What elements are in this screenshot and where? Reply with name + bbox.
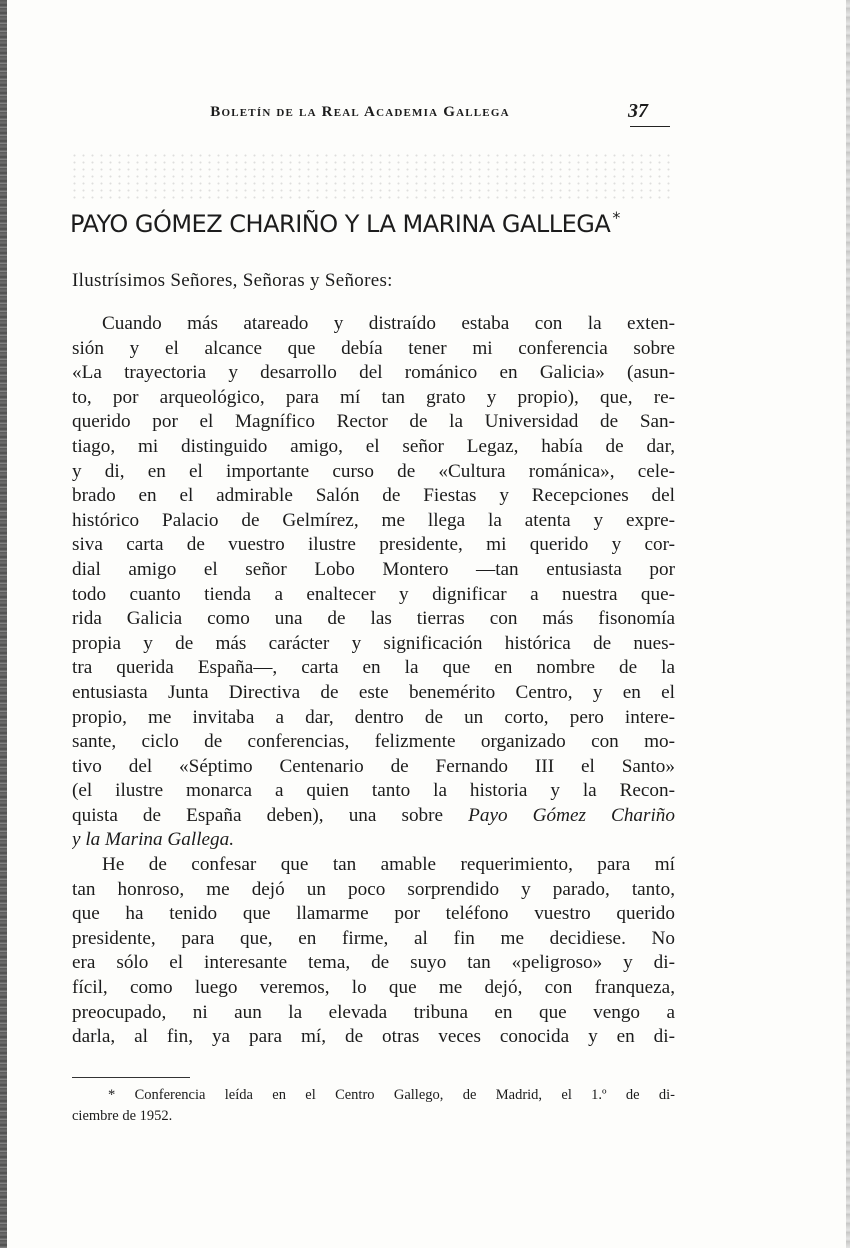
footnote (72, 1085, 675, 1127)
text-line: presidente, para que, en firme, al fin me decidiese. No (72, 927, 675, 949)
footnote-line: ciembre de 1952. (72, 1108, 173, 1124)
page-number: 37 (628, 100, 648, 122)
text-line: sante, ciclo de conferencias, felizmente organizado con mo- (72, 731, 675, 753)
header-rule (630, 126, 670, 127)
text-line: dial amigo el señor Lobo Montero —tan entusiasta por (72, 558, 675, 580)
text-line: darla, al fin, ya para mí, de otras veces conocida y en di- (72, 1026, 675, 1048)
text-line: (el ilustre monarca a quien tanto la historia y la Recon- (72, 780, 675, 802)
article-title-text: PAYO GÓMEZ CHARIÑO Y LA MARINA GALLEGA (70, 210, 611, 238)
scan-right-edge (846, 0, 850, 1248)
text-line: Cuando más atareado y distraído estaba con la exten- (102, 313, 675, 334)
text-line: todo cuanto tienda a enaltecer y dignificar a nuestra que- (72, 583, 675, 605)
text-line: entusiasta Junta Directiva de este benemérito Centro, y en el (72, 681, 675, 703)
text-line: He de confesar que tan amable requerimiento, para mí (102, 854, 675, 876)
text-line: tan honroso, me dejó un poco sorprendido y parado, tanto, (72, 878, 675, 900)
text-line: siva carta de vuestro ilustre presidente, mi querido y cor- (72, 534, 675, 556)
text-line: querido por el Magnífico Rector de la Universidad de San- (72, 411, 675, 433)
text-line-with-italic (72, 804, 675, 829)
scan-bleed-through (70, 152, 670, 202)
salutation: Ilustrísimos Señores, Señoras y Señores: (72, 270, 393, 291)
scan-binding-edge (0, 0, 7, 1248)
footnote-line: * Conferencia leída en el Centro Gallego, de Madrid, el 1.º de di- (108, 1087, 675, 1103)
text-line: era sólo el interesante tema, de suyo tan «peligroso» y di- (72, 952, 675, 974)
text-line: fícil, como luego veremos, lo que me dejó, con franqueza, (72, 977, 675, 999)
running-head: Boletín de la Real Academia Gallega (210, 104, 510, 120)
text-line: sión y el alcance que debía tener mi conferencia sobre (72, 337, 675, 359)
footnote-marker: * (612, 208, 620, 227)
text-line: preocupado, ni aun la elevada tribuna en que vengo a (72, 1001, 675, 1023)
text-line-with-italic (72, 828, 675, 853)
text-line: que ha tenido que llamarme por teléfono vuestro querido (72, 903, 675, 925)
article-title (70, 208, 680, 238)
italic-title-fragment: Payo Gómez Chariño (468, 804, 675, 826)
text-line: propia y de más carácter y significación histórica de nues- (72, 632, 675, 654)
text-line: propio, me invitaba a dar, dentro de un corto, pero intere- (72, 706, 675, 728)
text-line: to, por arqueológico, para mí tan grato y propio), que, re- (72, 386, 675, 408)
text-line: tivo del «Séptimo Centenario de Fernando III el Santo» (72, 755, 675, 777)
text-line: rida Galicia como una de las tierras con más fisonomía (72, 608, 675, 630)
body-text (72, 312, 675, 1050)
italic-title-fragment: Marina Gallega. (105, 829, 235, 851)
text-line: brado en el admirable Salón de Fiestas y Recepciones del (72, 485, 675, 507)
text-line: «La trayectoria y desarrollo del románico en Galicia» (asun- (72, 362, 675, 384)
text-line: histórico Palacio de Gelmírez, me llega la atenta y expre- (72, 509, 675, 531)
text-line: y di, en el importante curso de «Cultura románica», cele- (72, 460, 675, 482)
text-fragment: y la (72, 829, 101, 851)
text-line: tra querida España—, carta en la que en nombre de la (72, 657, 675, 679)
footnote-rule (72, 1077, 190, 1078)
text-fragment: quista de España deben), una sobre (72, 804, 444, 826)
text-line: tiago, mi distinguido amigo, el señor Legaz, había de dar, (72, 435, 675, 457)
